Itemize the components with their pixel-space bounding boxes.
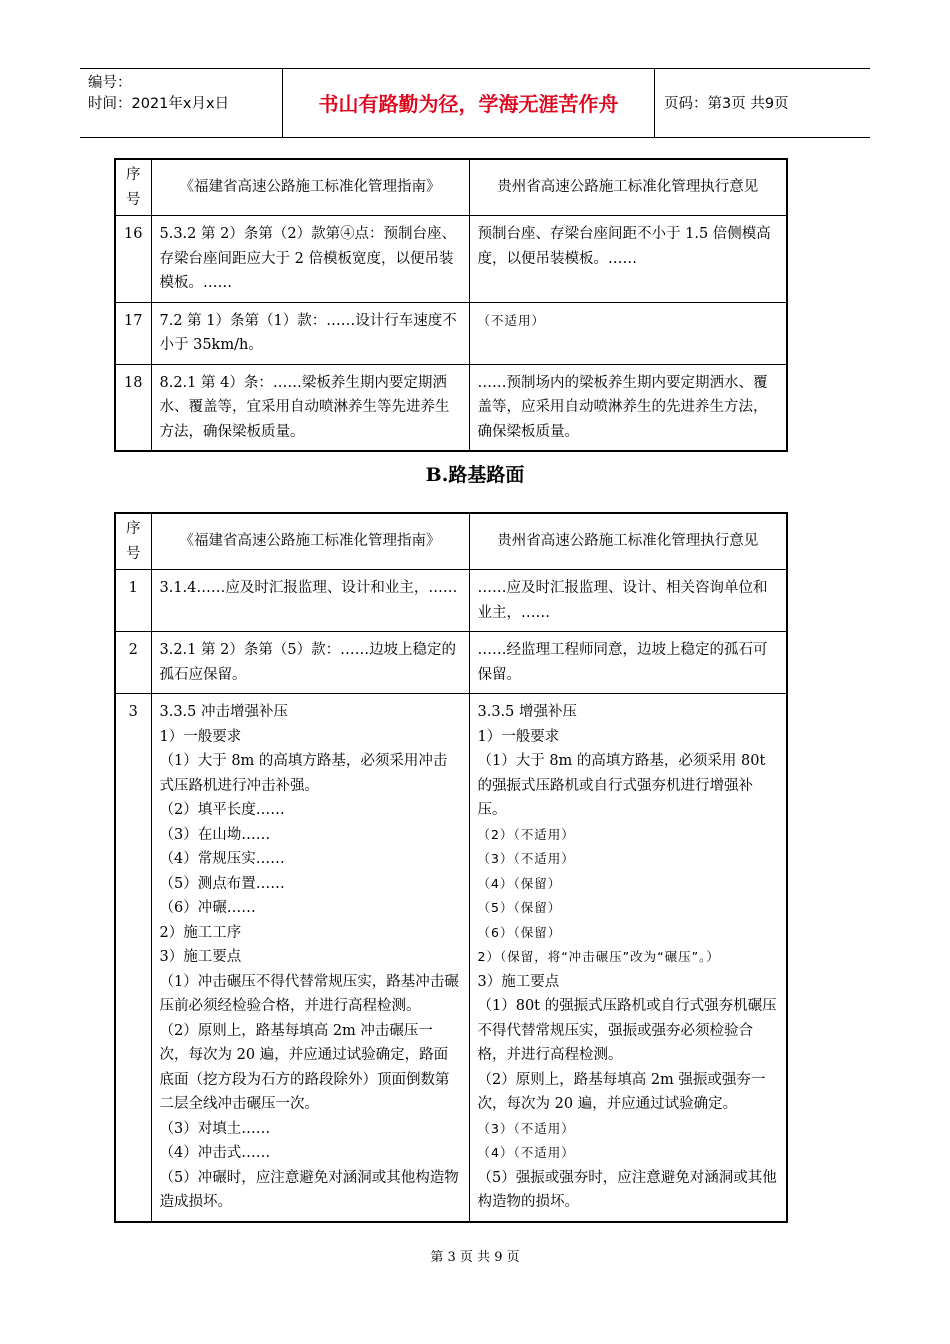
fujian-line: 3）施工要点 (159, 949, 242, 965)
section-title: B.路基路面 (425, 464, 525, 486)
table-row (115, 632, 787, 694)
guizhou-cell: ……预制场内的梁板养生期内要定期洒水、覆盖等，应采用自动喷淋养生的先进养生方法，确保梁板质量。 (469, 364, 787, 451)
guizhou-line: 2）（保留，将“冲击碾压”改为“碾压”。） (477, 949, 720, 964)
fujian-line: （2）填平长度…… (159, 802, 285, 818)
fujian-line: （1）冲击碾压不得代替常规压实，路基冲击碾压前必须经检验合格，并进行高程检测。 (159, 973, 459, 1014)
date-label: 时间：2021年x月x日 (88, 96, 230, 112)
table-row (115, 570, 787, 632)
guizhou-line: （3）（不适用） (477, 1120, 575, 1136)
fujian-line: （6）冲碾…… (159, 900, 256, 916)
page-footer: 第 3 页 共 9 页 (430, 1250, 520, 1265)
number-label: 编号： (88, 75, 132, 91)
fujian-line: （4）冲击式…… (159, 1145, 271, 1161)
guizhou-line: 1）一般要求 (477, 728, 560, 745)
row-number: 2 (115, 632, 151, 694)
col-header-fujian: 《福建省高速公路施工标准化管理指南》 (151, 159, 469, 216)
header-meta (88, 73, 284, 115)
comparison-table-2 (114, 512, 788, 1223)
col-header-no: 序号 (115, 513, 151, 570)
col-header-guizhou: 贵州省高速公路施工标准化管理执行意见 (469, 513, 787, 570)
guizhou-line: 3.3.5 增强补压 (477, 704, 578, 720)
fujian-line: 3.3.5 冲击增强补压 (159, 704, 289, 720)
table-row (115, 364, 787, 451)
guizhou-cell: 预制台座、存梁台座间距不小于 1.5 倍侧模高度，以便吊装模板。…… (469, 216, 787, 303)
fujian-cell: 7.2 第 1）条第（1）款：……设计行车速度不小于 35km/h。 (151, 302, 469, 364)
fujian-line: （2）原则上，路基每填高 2m 冲击碾压一次，每次为 20 遍，并应通过试验确定，路面底面（挖方段为石方的路段除外）顶面倒数第二层全线冲击碾压一次。 (159, 1022, 450, 1112)
guizhou-line: 3）施工要点 (477, 973, 560, 990)
fujian-line: （1）大于 8m 的高填方路基，必须采用冲击式压路机进行冲击补强。 (159, 753, 448, 794)
guizhou-line: （1）大于 8m 的高填方路基，必须采用 80t 的强振式压路机或自行式强夯机进行增强补压。 (477, 753, 766, 818)
guizhou-line: （6）（保留） (477, 924, 562, 940)
fujian-cell: 8.2.1 第 4）条：……梁板养生期内要定期洒水、覆盖等，宜采用自动喷淋养生等先进养生方法，确保梁板质量。 (151, 364, 469, 451)
header-divider (654, 69, 655, 137)
col-header-no: 序号 (115, 159, 151, 216)
comparison-table-1 (114, 158, 788, 452)
fujian-cell: 3.2.1 第 2）条第（5）款：……边坡上稳定的孤石应保留。 (151, 632, 469, 694)
guizhou-cell: ……经监理工程师同意，边坡上稳定的孤石可保留。 (469, 632, 787, 694)
guizhou-line: （3）（不适用） (477, 851, 575, 866)
guizhou-line: （5）（保留） (477, 900, 562, 915)
table-row (115, 302, 787, 364)
row-number: 1 (115, 570, 151, 632)
guizhou-line: （5）强振或强夯时，应注意避免对涵洞或其他构造物的损坏。 (477, 1169, 777, 1210)
table-header-row (115, 513, 787, 570)
table-row (115, 216, 787, 303)
row-number: 18 (115, 364, 151, 451)
col-header-guizhou: 贵州省高速公路施工标准化管理执行意见 (469, 159, 787, 216)
fujian-cell (151, 694, 469, 1222)
guizhou-cell: （不适用） (469, 302, 787, 364)
table-row (115, 694, 787, 1222)
guizhou-line: （4）（不适用） (477, 1145, 575, 1160)
fujian-cell: 3.1.4……应及时汇报监理、设计和业主，…… (151, 570, 469, 632)
guizhou-line: （4）（保留） (477, 875, 562, 891)
header-page-label: 页码：第3页 共9页 (664, 96, 789, 112)
fujian-line: （5）测点布置…… (159, 875, 285, 892)
row-number: 17 (115, 302, 151, 364)
table-header-row (115, 159, 787, 216)
row-number: 16 (115, 216, 151, 303)
fujian-cell: 5.3.2 第 2）条第（2）款第④点：预制台座、存梁台座间距应大于 2 倍模板宽度，以便吊装模板。…… (151, 216, 469, 303)
guizhou-cell (469, 694, 787, 1222)
fujian-line: （3）在山坳…… (159, 826, 271, 843)
guizhou-line: （2）原则上，路基每填高 2m 强振或强夯一次，每次为 20 遍，并应通过试验确定。 (477, 1071, 766, 1112)
guizhou-cell: ……应及时汇报监理、设计、相关咨询单位和业主，…… (469, 570, 787, 632)
fujian-line: （5）冲碾时，应注意避免对涵洞或其他构造物造成损坏。 (159, 1169, 459, 1210)
header-motto: 书山有路勤为径，学海无涯苦作舟 (318, 92, 619, 116)
guizhou-line: （2）（不适用） (477, 826, 575, 842)
page-header (80, 68, 870, 138)
fujian-line: 1）一般要求 (159, 728, 242, 745)
row-number: 3 (115, 694, 151, 1222)
col-header-fujian: 《福建省高速公路施工标准化管理指南》 (151, 513, 469, 570)
fujian-line: （4）常规压实…… (159, 851, 285, 867)
guizhou-line: （1）80t 的强振式压路机或自行式强夯机碾压不得代替常规压实，强振或强夯必须检验合格，并进行高程检测。 (477, 998, 777, 1063)
fujian-line: 2）施工工序 (159, 924, 242, 941)
fujian-line: （3）对填土…… (159, 1120, 271, 1137)
